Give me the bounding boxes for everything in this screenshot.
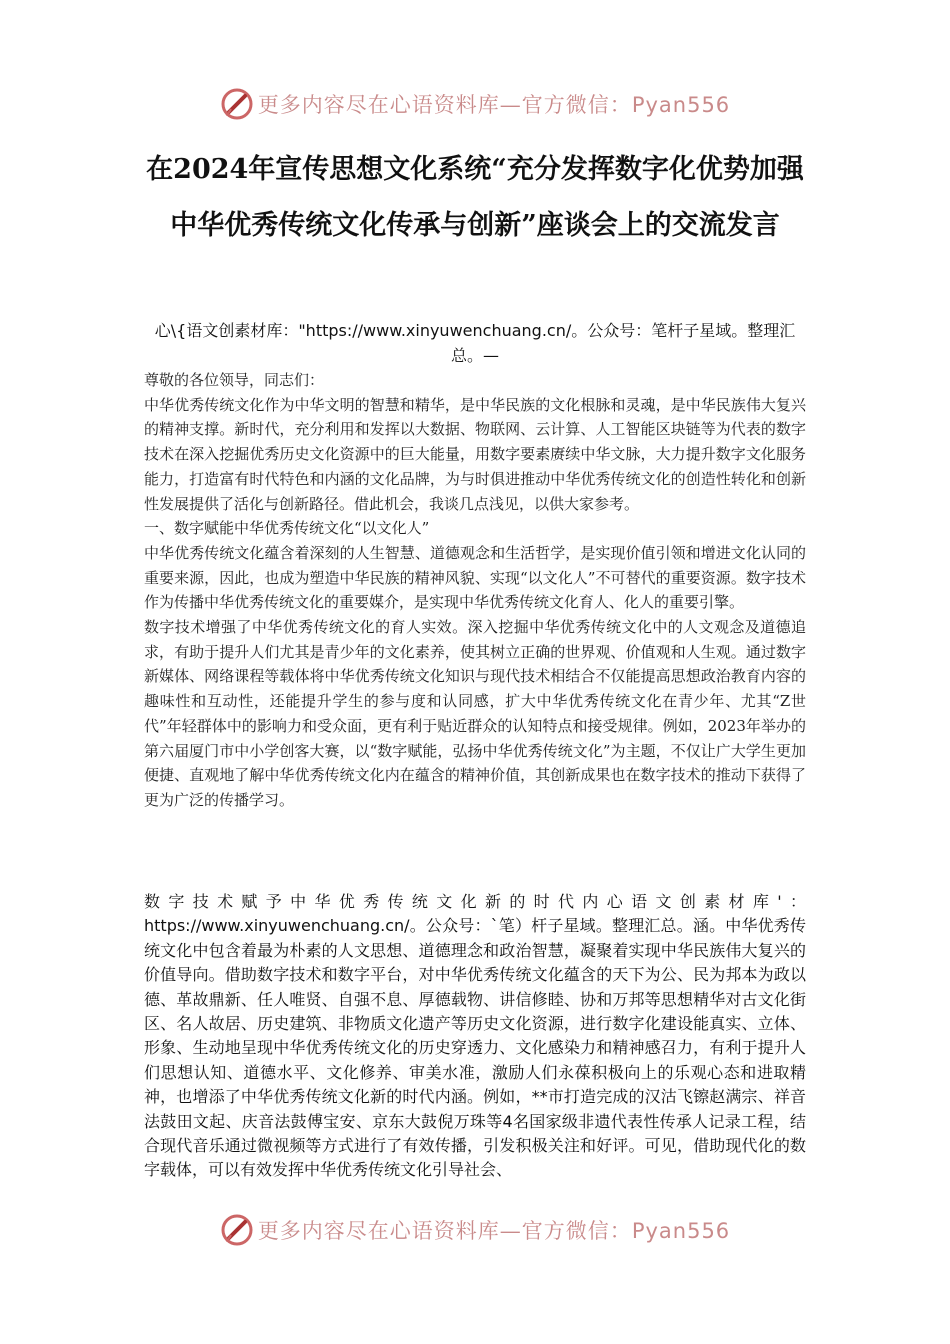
body-section-serif xyxy=(144,368,806,813)
banner-wechat-id: Pyan556 xyxy=(631,93,731,117)
body-section-sans xyxy=(144,890,806,1183)
paragraph-rest: 中华优秀传统文化中包含着最为朴素的人文思想、道德理念和政治智慧，凝聚着实现中华民族伟大复兴的价值导向。借助数字技术和数字平台，对中华优秀传统文化蕴含的天下为公、民为邦本为政以德、革故鼎新、任人唯贤、自强不息、厚德载物、讲信修睦、协和万邦等思想精华对古文化街区、名人故居、历史建筑、非物质文化遗产等历史文化资源，进行数字化建设能真实、立体、形象、生动地呈现中华优秀传统文化的历史穿透力、文化感染力和精神感召力，有利于提升人们思想认知、道德水平、文化修养、审美水准，激励人们永葆积极向上的乐观心态和进取精神，也增添了中华优秀传统文化新的时代内涵。例如，**市打造完成的汉沽飞镲赵满宗、祥音法鼓田文起、庆音法鼓傅宝安、京东大鼓倪万珠等4名国家级非遗代表性传承人记录工程，结合现代音乐通过微视频等方式进行了有效传播，引发积极关注和好评。可见，借助现代化的数字载体，可以有效发挥中华优秀传统文化引导社会、 xyxy=(144,916,806,1180)
paragraph: 数字技术增强了中华优秀传统文化的育人实效。深入挖掘中华优秀传统文化中的人文观念及道德追求，有助于提升人们尤其是青少年的文化素养，使其树立正确的世界观、价值观和人生观。通过数字新媒体、网络课程等载体将中华优秀传统文化知识与现代技术相结合不仅能提高思想政治教育内容的趣味性和互动性，还能提升学生的参与度和认同感，扩大中华优秀传统文化在青少年、尤其“Z世代”年轻群体中的影响力和受众面，更有利于贴近群众的认知特点和接受规律。例如，2023年举办的第六届厦门市中小学创客大赛，以“数字赋能，弘扬中华优秀传统文化”为主题，不仅让广大学生更加便捷、直观地了解中华优秀传统文化内在蕴含的精神价值，其创新成果也在数字技术的推动下获得了更为广泛的传播学习。 xyxy=(144,618,806,809)
section-heading: 一、数字赋能中华优秀传统文化“以文化人” xyxy=(144,519,430,538)
banner-text: 更多内容尽在心语资料库—官方微信：Pyan556 xyxy=(257,1219,731,1243)
brush-logo-icon xyxy=(220,87,254,121)
brush-logo-icon xyxy=(220,1213,254,1247)
paragraph-lead: 数字技术赋予中华优秀传统文化新的时代内心语文创素材库'：https://www.xinyuwenchuang.cn/。公众号：`笔）杆子星域。整理汇总。涵。 xyxy=(144,892,806,936)
document-title: 在2024年宣传思想文化系统“充分发挥数字化优势加强中华优秀传统文化传承与创新”座谈会上的交流发言 xyxy=(146,154,804,241)
banner-text: 更多内容尽在心语资料库—官方微信：Pyan556 xyxy=(257,93,731,117)
paragraph: 中华优秀传统文化作为中华文明的智慧和精华，是中华民族的文化根脉和灵魂，是中华民族伟大复兴的精神支撑。新时代，充分利用和发挥以大数据、物联网、云计算、人工智能区块链等为代表的数字技术在深入挖掘优秀历史文化资源中的巨大能量，用数字要素赓续中华文脉，大力提升数字文化服务能力，打造富有时代特色和内涵的文化品牌，为与时俱进推动中华优秀传统文化的创造性转化和创新性发展提供了活化与创新路径。借此机会，我谈几点浅见，以供大家参考。 xyxy=(144,395,806,513)
banner-wechat-id: Pyan556 xyxy=(631,1219,731,1243)
source-line: 心\{语文创素材库："https://www.xinyuwenchuang.cn/。公众号：笔杆子星域。整理汇总。— xyxy=(154,321,796,365)
footer-banner xyxy=(0,1208,950,1252)
header-banner xyxy=(0,82,950,126)
paragraph: 中华优秀传统文化蕴含着深刻的人生智慧、道德观念和生活哲学，是实现价值引领和增进文化认同的重要来源，因此，也成为塑造中华民族的精神风貌、实现“以文化人”不可替代的重要资源。数字技术作为传播中华优秀传统文化的重要媒介，是实现中华优秀传统文化育人、化人的重要引擎。 xyxy=(144,543,806,612)
salutation: 尊敬的各位领导，同志们： xyxy=(144,371,325,389)
paragraph xyxy=(144,890,806,1183)
